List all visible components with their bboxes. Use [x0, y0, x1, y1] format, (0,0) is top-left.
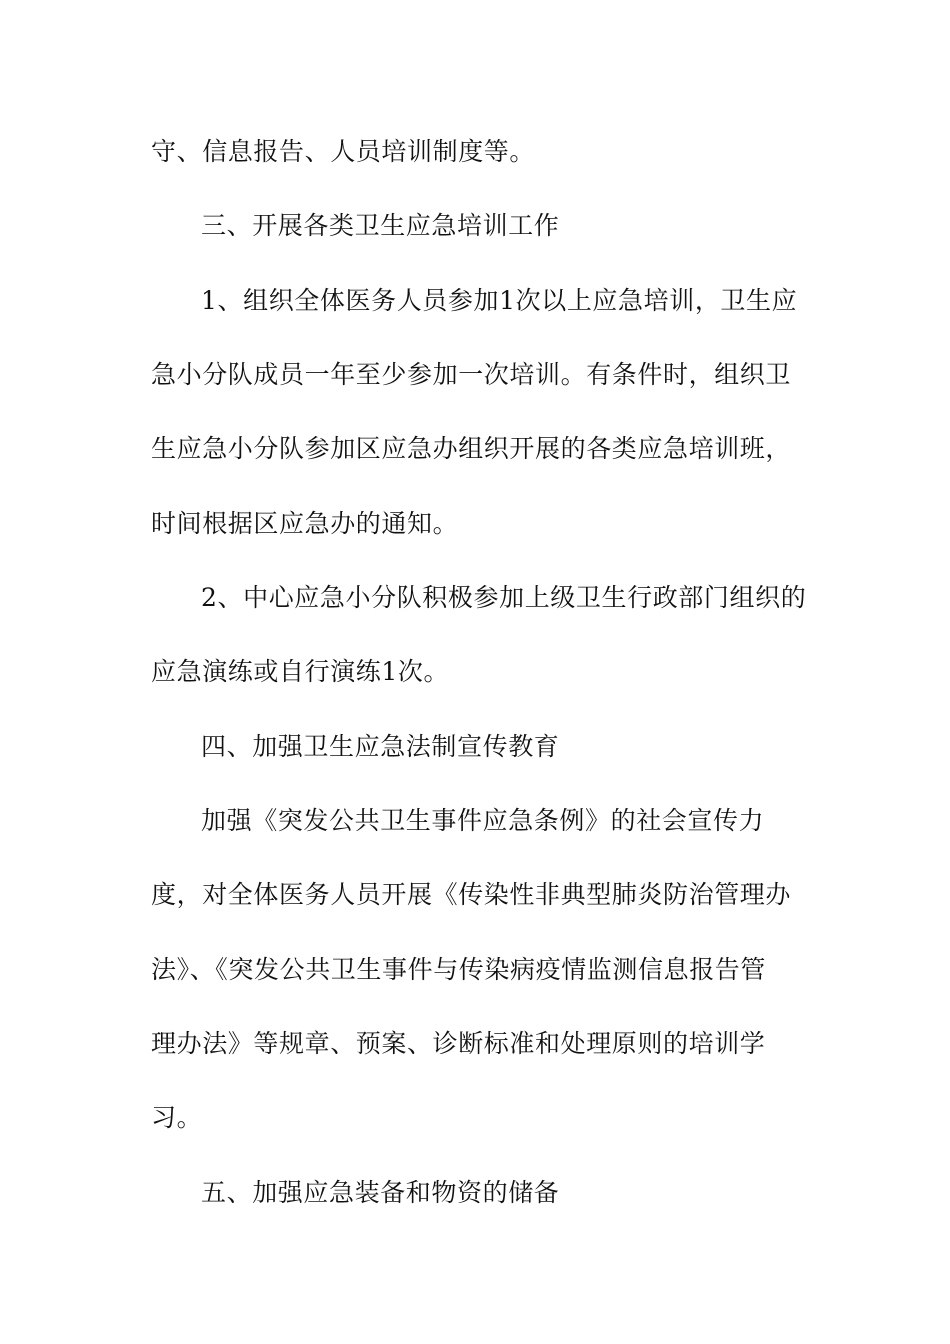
text-line: 应急演练或自行演练1次。: [151, 657, 450, 686]
section-heading: 四、加强卫生应急法制宣传教育: [201, 732, 560, 761]
text-line: 加强《突发公共卫生事件应急条例》的社会宣传力: [201, 806, 765, 835]
section-heading: 五、加强应急装备和物资的储备: [201, 1178, 560, 1207]
text-line: 理办法》等规章、预案、诊断标准和处理原则的培训学: [151, 1029, 766, 1058]
text-line: 守、信息报告、人员培训制度等。: [151, 137, 536, 166]
text-line: 急小分队成员一年至少参加一次培训。有条件时，组织卫: [151, 360, 792, 389]
text-line: 1、组织全体医务人员参加1次以上应急培训，卫生应: [201, 286, 798, 315]
section-heading: 三、开展各类卫生应急培训工作: [201, 211, 560, 240]
text-line: 时间根据区应急办的通知。: [151, 509, 459, 538]
text-line: 习。: [151, 1103, 203, 1132]
text-line: 生应急小分队参加区应急办组织开展的各类应急培训班，: [151, 434, 792, 463]
text-line: 法》、《突发公共卫生事件与传染病疫情监测信息报告管: [151, 955, 767, 984]
text-line: 2、中心应急小分队积极参加上级卫生行政部门组织的: [201, 583, 807, 612]
text-line: 度，对全体医务人员开展《传染性非典型肺炎防治管理办: [151, 880, 792, 909]
